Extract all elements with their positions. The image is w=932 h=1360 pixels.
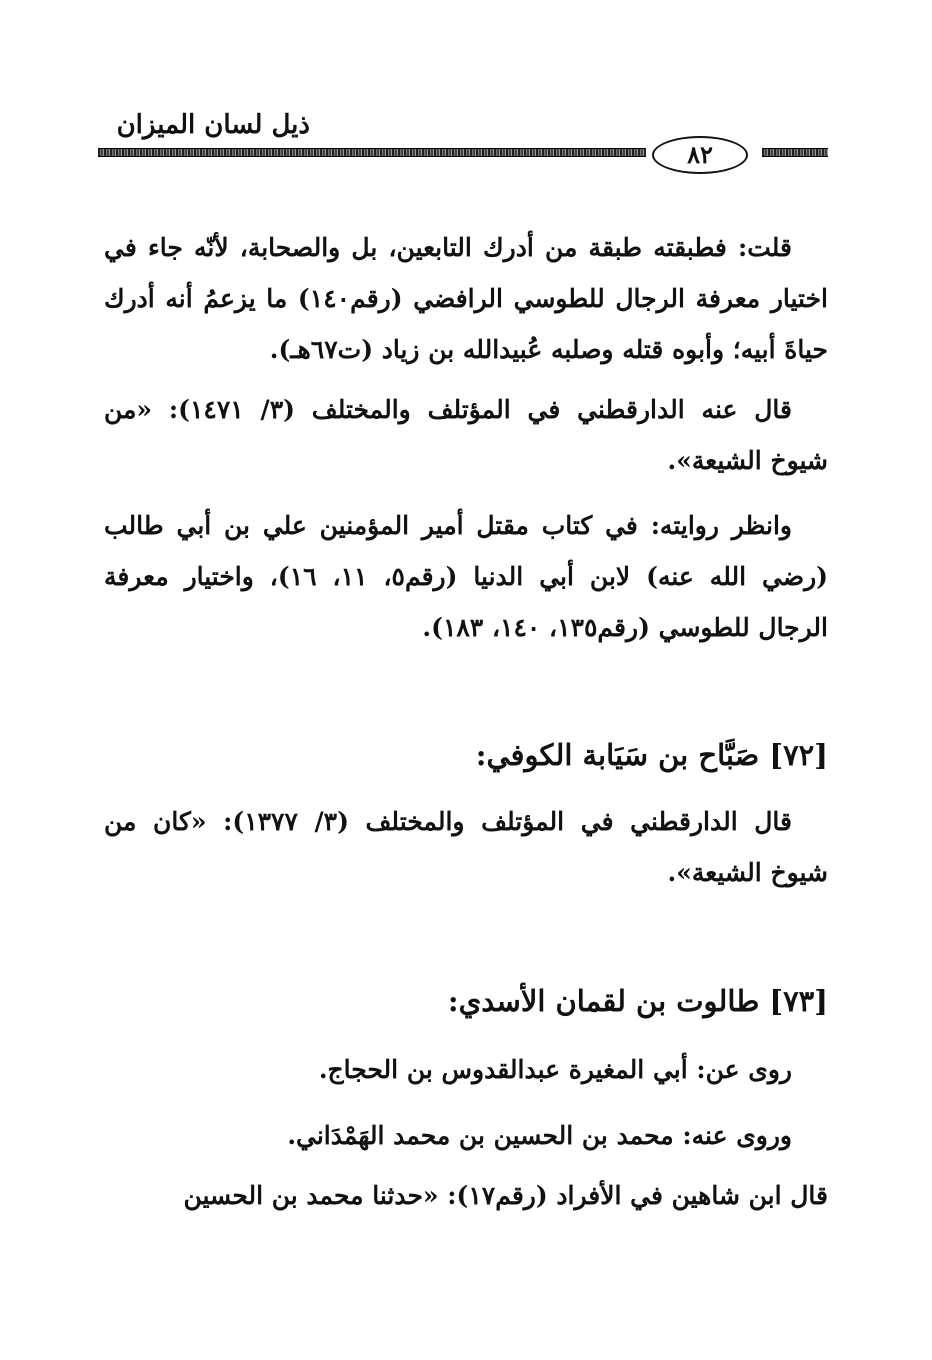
header-rule — [98, 148, 646, 157]
header-rule-short — [762, 148, 828, 157]
entry-line: وروى عنه: محمد بن الحسين بن محمد الهَمْدَاني. — [287, 1121, 792, 1150]
paragraph: قال عنه الدارقطني في المؤتلف والمختلف (٣/ ١٤٧١): «من شيوخ الشيعة». — [104, 395, 828, 475]
paragraph: قلت: فطبقته طبقة من أدرك التابعين، بل والصحابة، لأنّه جاء في اختيار معرفة الرجال للطوسي الرافضي (رقم١٤٠) ما يزعمُ أنه أدرك حياةَ أبيه؛ وأبوه قتله وصلبه عُبيدالله بن زياد (ت٦٧هـ). — [104, 233, 828, 364]
entry-heading: [٧٢] صَبَّاح بن سَيَابة الكوفي: — [475, 738, 828, 772]
paragraph: وانظر روايته: في كتاب مقتل أمير المؤمنين علي بن أبي طالب (رضي الله عنه) لابن أبي الدنيا (رقم٥، ١١، ١٦)، واختيار معرفة الرجال للطوسي (رقم١٣٥، ١٤٠، ١٨٣). — [104, 511, 828, 642]
entry-line: قال الدارقطني في المؤتلف والمختلف (٣/ ١٣٧٧): «كان من شيوخ الشيعة». — [104, 807, 828, 887]
page-number: ٨٢ — [652, 136, 748, 174]
entry-line: روى عن: أبي المغيرة عبدالقدوس بن الحجاج. — [318, 1055, 792, 1084]
entry-heading: [٧٣] طالوت بن لقمان الأسدي: — [447, 984, 828, 1018]
running-header-title: ذيل لسان الميزان — [116, 110, 310, 140]
entry-line: قال ابن شاهين في الأفراد (رقم١٧): «حدثنا محمد بن الحسين — [183, 1181, 828, 1210]
